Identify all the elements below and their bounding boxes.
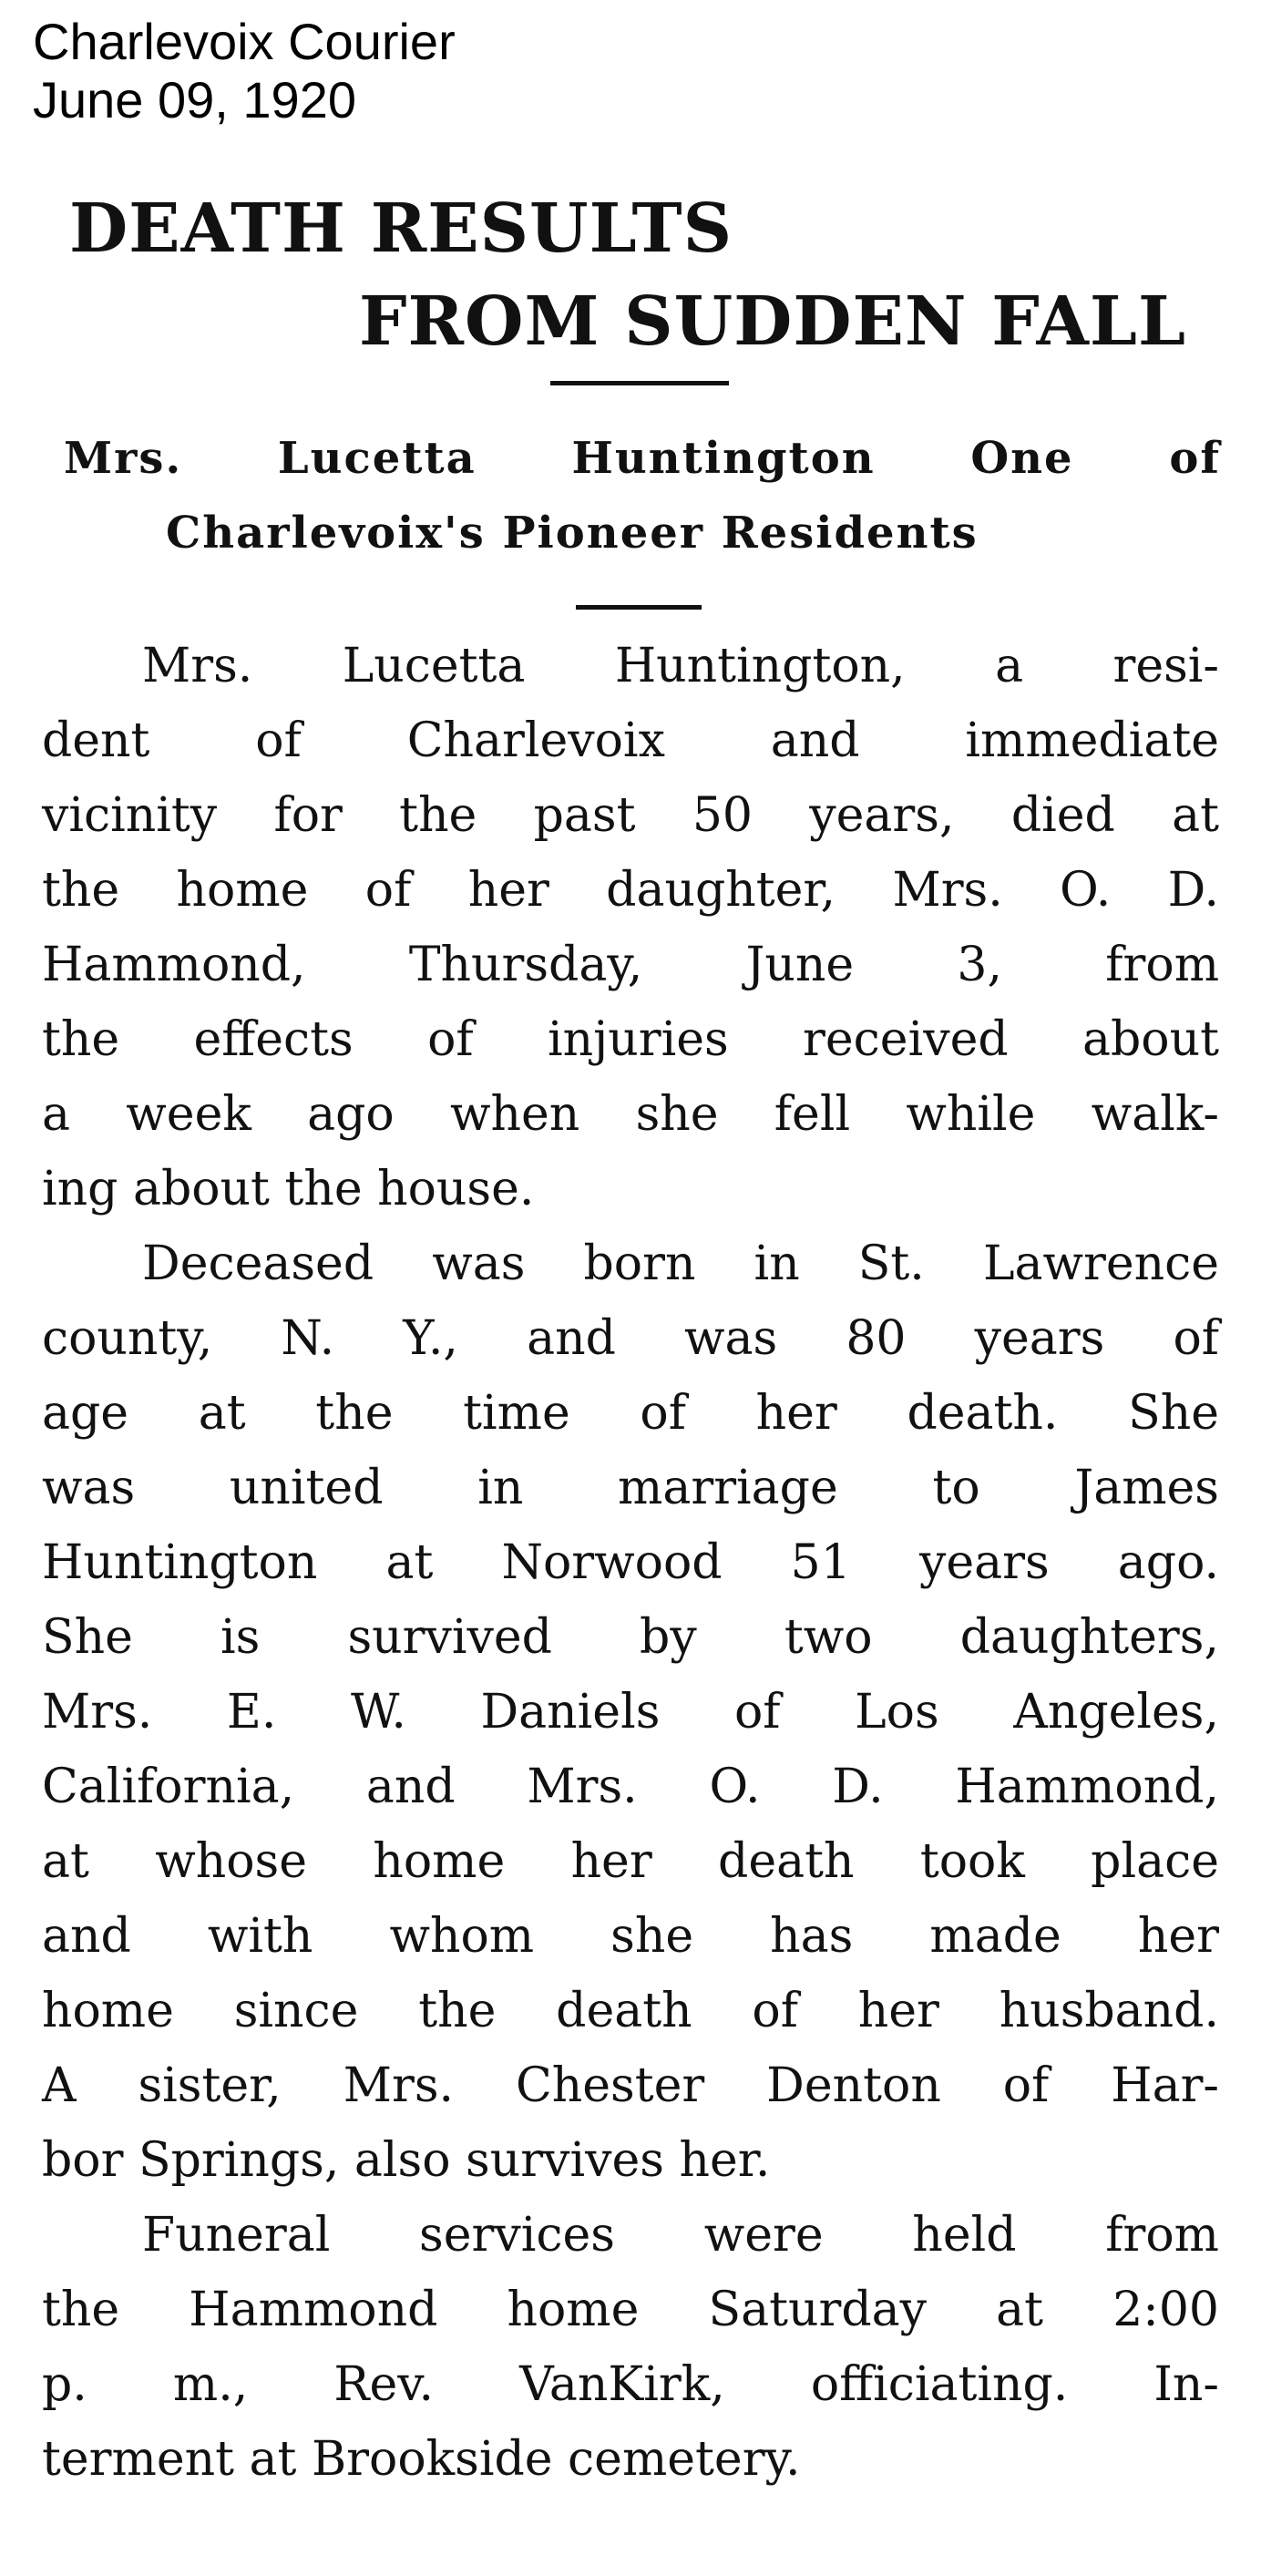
paragraph-2 [42,1226,1219,2198]
body-line: at whose home her death took place [42,1834,1219,1889]
headline-divider [550,381,729,385]
headline-line-1: DEATH RESULTS [69,190,733,268]
body-line: Deceased was born in St. Lawrence [142,1237,1219,1291]
publication-name: Charlevoix Courier [33,13,456,70]
body-line: vicinity for the past 50 years, died at [42,788,1219,843]
body-line: bor Springs, also survives her. [42,2133,771,2188]
body-line: p. m., Rev. VanKirk, officiating. In- [42,2357,1219,2412]
body-line: Mrs. Lucetta Huntington, a resi- [142,639,1219,693]
body-line: She is survived by two daughters, [42,1610,1219,1665]
body-line: California, and Mrs. O. D. Hammond, [42,1760,1219,1814]
clipping-source [33,13,456,129]
body-line: the home of her daughter, Mrs. O. D. [42,863,1219,918]
article-body [42,629,1219,2497]
body-line: and with whom she has made her [42,1909,1219,1964]
body-line: Funeral services were held from [142,2208,1219,2263]
body-line: the Hammond home Saturday at 2:00 [42,2283,1219,2337]
body-line: terment at Brookside cemetery. [42,2432,801,2487]
body-line: ing about the house. [42,1162,535,1216]
article-subhead [64,421,1221,570]
body-line: the effects of injuries received about [42,1012,1219,1067]
body-line: A sister, Mrs. Chester Denton of Har- [42,2058,1219,2113]
body-line: home since the death of her husband. [42,1984,1219,2038]
article-headline [0,182,1261,368]
publication-date: June 09, 1920 [33,71,356,128]
body-line: county, N. Y., and was 80 years of [42,1311,1219,1366]
paragraph-1 [42,629,1219,1226]
body-line: Mrs. E. W. Daniels of Los Angeles, [42,1685,1219,1740]
body-line: was united in marriage to James [42,1461,1219,1515]
subhead-line-2: Charlevoix's Pioneer Residents [166,508,979,559]
body-line: Huntington at Norwood 51 years ago. [42,1535,1219,1590]
subhead-line-1: Mrs. Lucetta Huntington One of [64,433,1221,484]
body-line: a week ago when she fell while walk- [42,1087,1219,1142]
subhead-divider [576,605,702,610]
body-line: age at the time of her death. She [42,1386,1219,1441]
paragraph-3 [42,2198,1219,2497]
headline-line-2: FROM SUDDEN FALL [359,282,1186,361]
body-line: dent of Charlevoix and immediate [42,713,1219,768]
body-line: Hammond, Thursday, June 3, from [42,938,1219,992]
